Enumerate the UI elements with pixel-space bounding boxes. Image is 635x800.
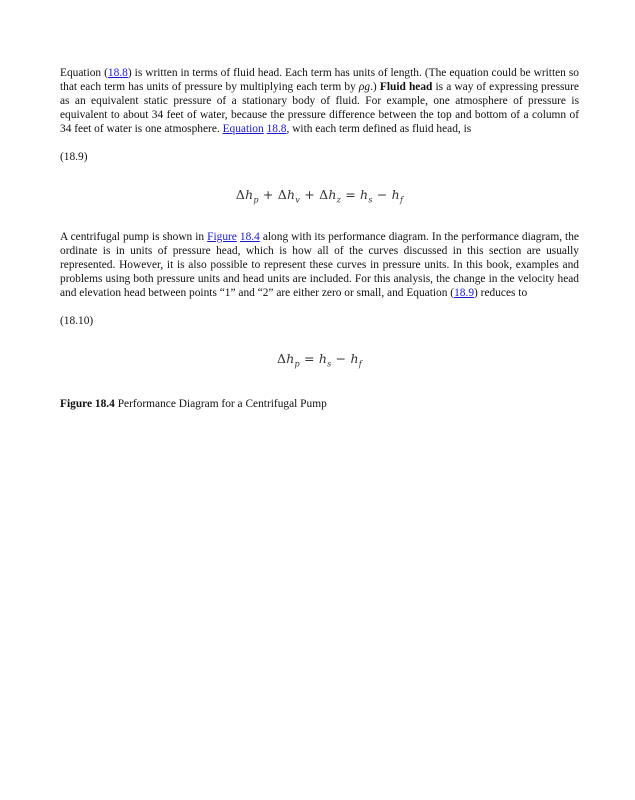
text-run: is a way of expressing pressure as an equivalent static pressure of a stationary body of fluid. For example, one atmosphere of pressure is equivalent to about 34 feet of water, because the pressure difference between the top and bottom of a column of 34 feet of water is one atmosphere.	[60, 81, 579, 136]
figure-caption-label: Figure 18.4	[60, 397, 115, 410]
equation-18-8-number-link[interactable]: 18.8	[266, 123, 287, 136]
document-page	[60, 66, 579, 411]
equation-number-18-9: (18.9)	[60, 151, 88, 164]
equation-number-18-10: (18.10)	[60, 315, 94, 328]
rho-g-symbol: ρg	[358, 81, 371, 94]
paragraph-centrifugal-pump	[60, 230, 579, 300]
figure-caption-text: Performance Diagram for a Centrifugal Pump	[114, 397, 327, 410]
equation-18-9: $\Delta h_p + \Delta h_v + \Delta h_z = h_s - h_f$	[235, 187, 404, 205]
text-run: A centrifugal pump is shown in	[60, 230, 208, 243]
text-run: .)	[370, 81, 380, 94]
text-run: ) is written in terms of fluid head. Each term has units of length. (The equation could be written so that each term has units of pressure by multiplying each term by	[60, 67, 580, 94]
text-run: Equation (	[60, 67, 108, 79]
figure-link[interactable]: Figure	[207, 230, 237, 243]
fluid-head-term: Fluid head	[379, 81, 433, 94]
figure-18-4-link[interactable]: 18.4	[239, 230, 260, 243]
text-run: , with each term defined as fluid head, is	[286, 123, 472, 136]
equation-18-10-text	[60, 369, 61, 370]
equation-link[interactable]: Equation	[222, 123, 264, 136]
equation-18-9-text	[60, 205, 61, 206]
equation-18-8-link[interactable]: 18.8	[107, 67, 128, 79]
text-run: along with its performance diagram. In the performance diagram, the ordinate is in units of pressure head, which is how all of the curves discussed in this section are usually represented. However, it is also possible to represent these curves in pressure units. In this book, examples and problems using both pressure units and head units are included. For this analysis, the change in the velocity head and elevation head between points “1” and “2” are either zero or small, and Equation (	[60, 230, 579, 300]
text-run: ) reduces to	[474, 287, 528, 300]
equation-18-9-link[interactable]: 18.9	[454, 287, 475, 300]
figure-caption	[60, 397, 579, 411]
equation-18-10: $\Delta h_p = h_s - h_f$	[277, 351, 362, 369]
paragraph-fluid-head	[60, 66, 579, 136]
